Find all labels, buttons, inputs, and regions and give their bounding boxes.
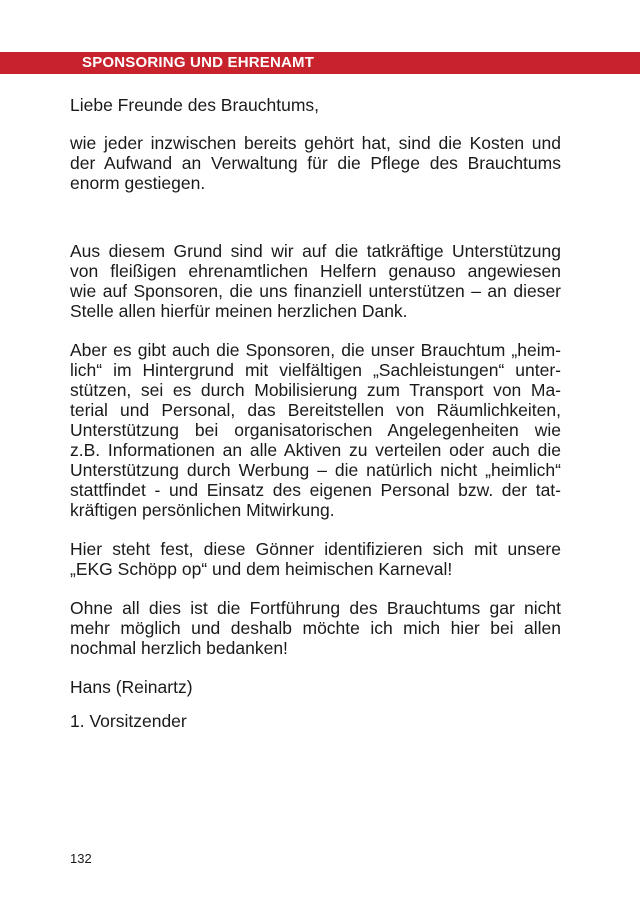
paragraph-patrons (70, 539, 561, 579)
letter-greeting: Liebe Freunde des Brauchtums, (70, 95, 320, 115)
text-line: Aber es gibt auch die Sponsoren, die unser Brauchtum „heim- (70, 340, 561, 360)
text-line: Hier steht fest, diese Gönner identifizieren sich mit unsere (70, 539, 561, 559)
text-line: enorm gestiegen. (70, 173, 206, 193)
text-line: wie jeder inzwischen bereits gehört hat, sind die Kosten und (70, 133, 561, 153)
text-line: der Aufwand an Verwaltung für die Pflege des Brauchtums (70, 153, 561, 173)
text-line: wie auf Sponsoren, die uns finanziell unterstützen – an dieser (70, 281, 561, 301)
text-line: Stelle allen hierfür meinen herzlichen Dank. (70, 301, 408, 321)
section-header-band (0, 52, 640, 74)
text-line: mehr möglich und deshalb möchte ich mich hier bei allen (70, 618, 561, 638)
text-line: stützen, sei es durch Mobilisierung zum Transport von Ma- (70, 380, 561, 400)
text-line: nochmal herzlich bedanken! (70, 638, 288, 658)
text-line: Unterstützung bei organisatorischen Angelegenheiten wie (70, 420, 561, 440)
paragraph-sponsors (70, 340, 561, 520)
letter-body (70, 95, 561, 731)
text-line: „EKG Schöpp op“ und dem heimischen Karneval! (70, 559, 453, 579)
section-title: SPONSORING UND EHRENAMT (82, 54, 315, 71)
text-line: lich“ im Hintergrund mit vielfältigen „Sachleistungen“ unter- (70, 360, 561, 380)
paragraph-costs (70, 133, 561, 193)
signature-role: 1. Vorsitzender (70, 711, 187, 731)
text-line: terial und Personal, das Bereitstellen von Räumlichkeiten, (70, 400, 561, 420)
paragraph-thanks (70, 598, 561, 658)
text-line: z.B. Informationen an alle Aktiven zu verteilen oder auch die (70, 440, 561, 460)
page-number: 132 (70, 851, 92, 866)
text-line: Unterstützung durch Werbung – die natürlich nicht „heimlich“ (70, 460, 561, 480)
text-line: stattfindet - und Einsatz des eigenen Personal bzw. der tat- (70, 480, 561, 500)
text-line: kräftigen persönlichen Mitwirkung. (70, 500, 335, 520)
paragraph-support (70, 241, 561, 321)
text-line: Ohne all dies ist die Fortführung des Brauchtums gar nicht (70, 598, 561, 618)
signature-name: Hans (Reinartz) (70, 677, 193, 697)
text-line: Aus diesem Grund sind wir auf die tatkräftige Unterstützung (70, 241, 561, 261)
text-line: von fleißigen ehrenamtlichen Helfern genauso angewiesen (70, 261, 561, 281)
